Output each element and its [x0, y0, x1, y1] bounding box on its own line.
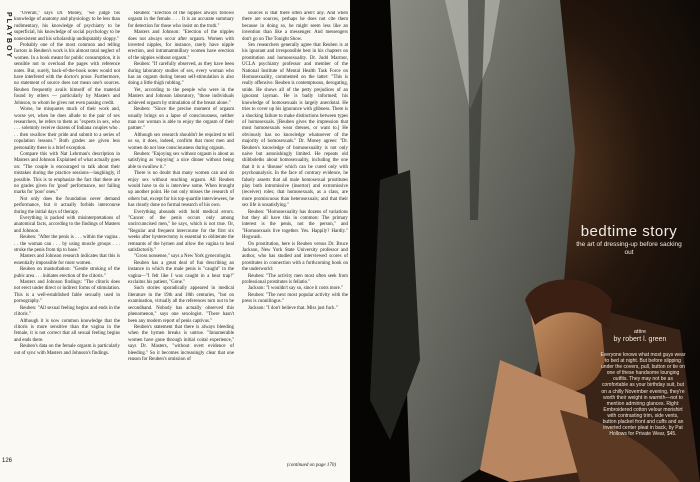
- article-paragraph: Although it is now common knowledge that the clitoris is more sensitive than the vagina in the female, it is not correct that all sexual feeling begins and ends there.: [14, 318, 120, 343]
- article-paragraph: Reuben: "If carefully observed, as they have been during laboratory studies of sex, every woman who has an orgasm during breast self-stimulation is also doing a little thigh rubbing.": [128, 62, 234, 87]
- article-paragraph: Masters and Johnson findings: "The clitoris does not erect under direct or indirect forms of stimulation. This is a well-established fable sexually used in pornography.": [14, 280, 120, 305]
- column-2: [128, 11, 234, 466]
- article-paragraph: Yet, according to the people who were in the Masters and Johnson laboratory, "those individuals achieved orgasm by stimulation of the breast alone.": [128, 87, 234, 106]
- article-columns: [14, 11, 348, 466]
- article-paragraph: Not only does the foundation never demand performance, but it actually forbids intercourse during the initial days of therapy.: [14, 196, 120, 215]
- article-paragraph: Although sex research shouldn't be required to tell us so, it does, indeed, confirm that most men and women do not lose consciousness during orgasm.: [128, 132, 234, 151]
- article-paragraph: Reuben on masturbation: "Gentle stroking of the pubic area . . . initiates erection of the clitoris.": [14, 267, 120, 279]
- article-paragraph: Everything is packed with misinterpretations of anatomical facts, according to the findings of Masters and Johnson.: [14, 216, 120, 234]
- article-paragraph: Compare this with Nat Lehrman's description in Masters and Johnson Explained of what actually goes on: "The couple is encouraged to talk about their mistakes during the practice sessions—laughingly, if possible. This is to emphasize the fact that there are no grades given for 'good' performance, nor failing marks for 'poor' ones.": [14, 151, 120, 196]
- article-paragraph: Such stories sporadically appeared in medical literature in the 19th and 18th centuries, "but on examination, virtually all the references turn out to be secondhand. Nobody has actually observed this phenomenon," says one sexologist. "There hasn't been any modern report of penis captivus.": [128, 286, 234, 324]
- running-head: [1, 12, 13, 92]
- continued-note: (continued on page 170): [286, 463, 336, 468]
- article-paragraph: Sex researchers generally agree that Reuben is at his ignorant and irresponsible best in his chapters on prostitution and homosexuality. Dr. Judd Marmor, UCLA psychiatry professor and member of the National Institute of Mental Health Task Force on Homosexuality, commented on the latter: "This is really offensive. Reuben is contemptuous, derogating, snide. He shows all of the petty prejudices of an ignorant layman. He is badly informed; his knowledge of homosexuals is largely anecdotal. He tries to cover up his ignorance with glibness. There is a shocking failure to make distinctions between types of homosexuals. [Reuben gives the impression that most homosexuals wear dresses, or want to.] He obviously has no knowledge whatsoever of the majority of homosexuals." Dr. Money agrees: "Dr. Reuben's knowledge of homosexuality is not only naive but astonishingly limited. He repeats old shibboleths about homosexuality, including the one that it is a 'disease' which can be cured only with psychoanalysis. In the face of contrary evidence, he falsely asserts that all male homosexual prostitutes play both intromissive (insertor) and extromissive (receiver) roles; that homosexuals, as a class, are more promiscuous than heterosexuals; and that their sex life is unsatisfying.": [242, 43, 348, 209]
- article-paragraph: Probably one of the most common and telling factors in Reuben's work is his almost total neglect of women. In a book meant for public consumption, it is sensible not to overload the pages with reference notes. But, surely, back-of-the-book notes would not have interfered with the doctor's prose. Furthermore, no statement of source does not mean one's sources. Reuben frequently avails himself of the material found by others — particularly by Masters and Johnson, to whom he gives not even passing credit.: [14, 43, 120, 106]
- article-paragraph: "Overall," says Dr. Money, "we judge his knowledge of anatomy and physiology to be less than rudimentary, his knowledge of psychiatry to be superficial, his knowledge of social psychology to be nonexistent and his scholarship undisputably sloppy.": [14, 11, 120, 42]
- article-paragraph: Reuben: "Homosexuality has dozens of variations but they all have this in common: The primary interest is the penis, not the person," and "Homosexuals live together. Yes. Happily? Hardly." Hogwash.: [242, 209, 348, 241]
- article-paragraph: Reuben: "Erection of the nipples always follows orgasm in the female. . . . It is an accurate summary for detection for those who insist on the truth.": [128, 11, 234, 29]
- article-paragraph: "Gross nonsense," says a New York gynecologist.: [134, 254, 232, 260]
- article-paragraph: On prostitution, here is Reuben versus Dr. Bruce Jackson, New York State University professor and author, who has studied and interviewed scores of prostitutes in connection with a forthcoming book on the underworld:: [242, 241, 348, 273]
- article-paragraph: There is no doubt that many women can and do enjoy sex without reaching orgasm. All Reuben would have to do is interview some. When brought up another point. He not only misses the research of others but, except for his top-quartile interviewees, he has clearly done no formal research of his own.: [128, 171, 234, 209]
- page-number: 126: [2, 458, 13, 464]
- article-paragraph: Reuben has a great deal of fun describing an instance in which the male penis is "caught" in the vagina—"I felt like I was caught in a bear trap!" exclaims his patient, "Gone.": [128, 260, 234, 286]
- article-paragraph: Reuben: "Since the precise moment of orgasm usually brings on a lapse of consciousness, neither man nor woman is able to enjoy the orgasm of their partner.": [128, 107, 234, 132]
- article-paragraph: Reuben's statement that there is always bleeding when the hymen breaks is untrue. "Innumerable women have gone through initial coital experience," says Dr. Masters, "without overt evidence of bleeding." So it becomes increasingly clear that one reason for Reuben's omission of: [128, 324, 234, 362]
- article-paragraph: Masters and Johnson: "Erection of the nipples does not always occur after orgasm. Women with inverted nipples, for instance, rarely have nipple erection, and intramammillary women have erection of the nipples without orgasm.": [128, 30, 234, 61]
- column-1: [14, 11, 120, 466]
- article-paragraph: Reuben: "After the penis is . . . within the vagina . . . the woman can . . . by using muscle groups . . . stroke the penis from tip to base.": [14, 235, 120, 254]
- article-paragraph: Masters and Johnson research indicates that this is essentially impossible for most women.: [14, 254, 120, 266]
- feature-subtitle: the art of dressing-up before sacking out: [576, 241, 682, 256]
- attire-label: attire: [633, 329, 647, 335]
- article-paragraph: Reuben: "The activity men most often seek from professional prostitutes is fellatio.": [242, 273, 348, 286]
- feature-title: bedtime story: [580, 223, 678, 240]
- article-paragraph: sources is that there often aren't any. And when there are sources, perhaps he does not cite them because in doing so, he might seem less like an invention than like a messenger. And messengers don't go on The Tonight Show.: [242, 11, 348, 42]
- article-paragraph: Worse, he misquotes much of their work and, worse yet, when he does allude to the pair of sex researchers, he refers to them as "experts in sex, who . . . solemnly receive dozens of Indiana couples who . . . then swallow their pride and submit to a series of copulation lessons." Both grades are given less personality there is a brief exception.: [14, 107, 120, 151]
- article-paragraph: Reuben: "The next most popular activity with the press is cunnilingus.": [242, 292, 348, 305]
- feature-title-block: [574, 224, 684, 257]
- article-paragraph: Everything abounds with bold medical errors. "Cancer of the penis occurs only among uncircumcised men," he says, which is not true. Or, "Regular and frequent intercourse for the first six weeks after hysterectomy is essential to obliterate the remnants of the hymen and allow the vagina to heal satisfactorily.": [128, 209, 234, 254]
- article-paragraph: Jackson: "I don't believe that. Miss just fuck.": [248, 305, 338, 311]
- byline: by robert l. green: [613, 336, 667, 343]
- article-paragraph: Reuben: "Enjoying sex without orgasm is about as satisfying as 'enjoying' a nice dinner without being able to swallow it.": [128, 151, 234, 170]
- byline-block: [594, 329, 686, 343]
- photo-page: [350, 0, 700, 482]
- running-head-text: PLAYBOY: [5, 12, 12, 60]
- article-paragraph: Jackson: "I wouldn't say so, since it costs more.": [248, 286, 344, 292]
- column-3: [242, 11, 348, 466]
- article-paragraph: Reuben: "All sexual feeling begins and ends in the clitoris.": [14, 305, 120, 318]
- photo-caption: Everyone knows what most guys wear to bed at night. But before slipping under the covers, pull, button or tie on one of these handsome lounging outfits. They may not be as comfortable as your birthday suit, but on a chilly November evening, they're worth their weight in warmth—not to mention admiring glances. Right: Embroidered cotton velour morishirt with contrasting trim, side vents, button placket front and cuffs and an inverted center pleat in back, by Pat Hollows for Private Wear, $45.: [600, 352, 686, 438]
- article-paragraph: Reuben's data on the female orgasm is particularly out of sync with Masters and Johnson's findings.: [14, 344, 120, 356]
